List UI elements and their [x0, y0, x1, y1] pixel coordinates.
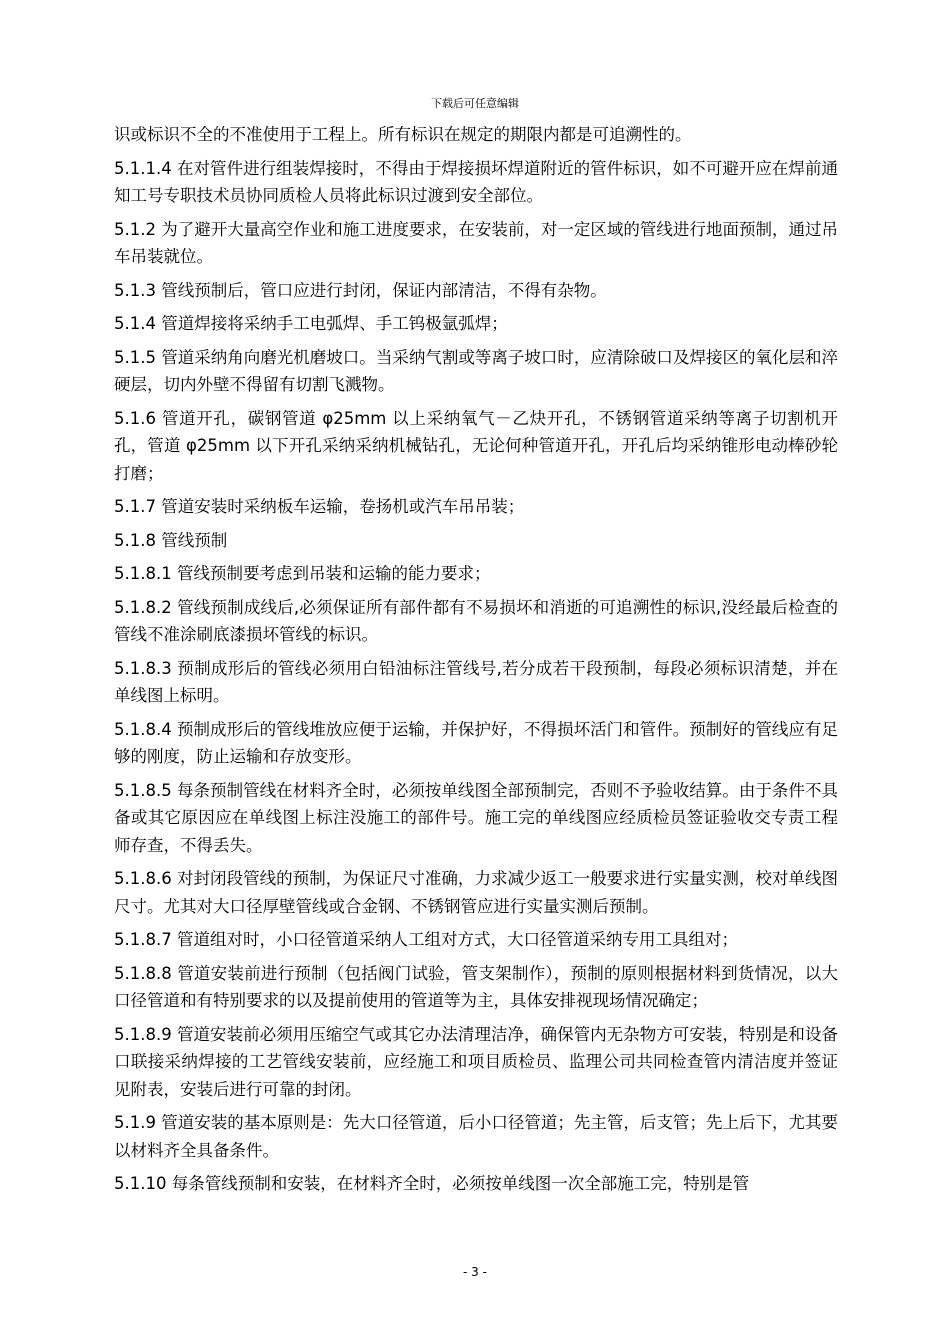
paragraph-5-1-8-4: 5.1.8.4 预制成形后的管线堆放应便于运输，并保护好，不得损坏活门和管件。预制好的管线应有足够的刚度，防止运输和存放变形。 — [114, 719, 838, 766]
paragraph-5-1-8-7: 5.1.8.7 管道组对时，小口径管道采纳人工组对方式，大口径管道采纳专用工具组对； — [114, 930, 738, 949]
paragraph-5-1-8-2: 5.1.8.2 管线预制成线后,必须保证所有部件都有不易损坏和消逝的可追溯性的标识,没经最后检查的管线不准涂刷底漆损坏管线的标识。 — [114, 597, 838, 644]
paragraph-5-1-6: 5.1.6 管道开孔，碳钢管道 φ25mm 以上采纳氧气－乙炔开孔，不锈钢管道采纳等离子切割机开孔，管道 φ25mm 以下开孔采纳采纳机械钻孔，无论何种管道开孔，开孔后均采纳锥形电动棒砂轮打磨； — [114, 408, 838, 483]
paragraph-5-1-5: 5.1.5 管道采纳角向磨光机磨坡口。当采纳气割或等离子坡口时，应清除破口及焊接区的氧化层和淬硬层，切内外壁不得留有切割飞溅物。 — [114, 347, 838, 394]
paragraph-5-1-3: 5.1.3 管线预制后，管口应进行封闭，保证内部清洁，不得有杂物。 — [114, 280, 607, 300]
paragraph-5-1-8-6: 5.1.8.6 对封闭段管线的预制，为保证尺寸准确，力求减少返工一般要求进行实量实测，校对单线图尺寸。尤其对大口径厚壁管线或合金钢、不锈钢管应进行实量实测后预制。 — [114, 869, 838, 916]
paragraph-5-1-10: 5.1.10 每条管线预制和安装，在材料齐全时，必须按单线图一次全部施工完，特别是管 — [114, 1174, 750, 1193]
paragraph-5-1-8-1: 5.1.8.1 管线预制要考虑到吊装和运输的能力要求； — [114, 564, 491, 583]
page-header: 下载后可任意编辑 — [431, 97, 519, 110]
paragraph-5-1-8-5: 5.1.8.5 每条预制管线在材料齐全时，必须按单线图全部预制完，否则不予验收结算。由于条件不具备或其它原因应在单线图上标注没施工的部件号。施工完的单线图应经质检员签证验收交专责工程师存查，不得丢失。 — [114, 780, 838, 855]
paragraph-5-1-8-8: 5.1.8.8 管道安装前进行预制（包括阀门试验，管支架制作），预制的原则根据材料到货情况，以大口径管道和有特别要求的以及提前使用的管道等为主，具体安排视现场情况确定； — [114, 963, 838, 1010]
section-heading-5-1-8: 5.1.8 管线预制 — [114, 530, 228, 550]
document-body — [114, 121, 838, 1204]
paragraph-5-1-8-9: 5.1.8.9 管道安装前必须用压缩空气或其它办法清理洁净，确保管内无杂物方可安装，特别是和设备口联接采纳焊接的工艺管线安装前，应经施工和项目质检员、监理公司共同检查管内清洁度并签证见附表，安装后进行可靠的封闭。 — [114, 1024, 838, 1099]
paragraph-5-1-8-3: 5.1.8.3 预制成形后的管线必须用白铅油标注管线号,若分成若干段预制，每段必须标识清楚，并在单线图上标明。 — [114, 658, 838, 705]
paragraph-5-1-4: 5.1.4 管道焊接将采纳手工电弧焊、手工钨极氩弧焊； — [114, 314, 508, 333]
paragraph-5-1-7: 5.1.7 管道安装时采纳板车运输，卷扬机或汽车吊吊装； — [114, 497, 525, 516]
paragraph-5-1-1-4: 5.1.1.4 在对管件进行组装焊接时，不得由于焊接损坏焊道附近的管件标识，如不可避开应在焊前通知工号专职技术员协同质检人员将此标识过渡到安全部位。 — [114, 158, 838, 205]
paragraph-5-1-2: 5.1.2 为了避开大量高空作业和施工进度要求，在安装前，对一定区域的管线进行地面预制，通过吊车吊装就位。 — [114, 219, 838, 266]
paragraph-continuation: 识或标识不全的不准使用于工程上。所有标识在规定的期限内都是可追溯性的。 — [114, 125, 692, 144]
page-number: - 3 - — [463, 1265, 487, 1279]
paragraph-5-1-9: 5.1.9 管道安装的基本原则是：先大口径管道，后小口径管道；先主管，后支管；先上后下，尤其要以材料齐全具备条件。 — [114, 1113, 838, 1160]
